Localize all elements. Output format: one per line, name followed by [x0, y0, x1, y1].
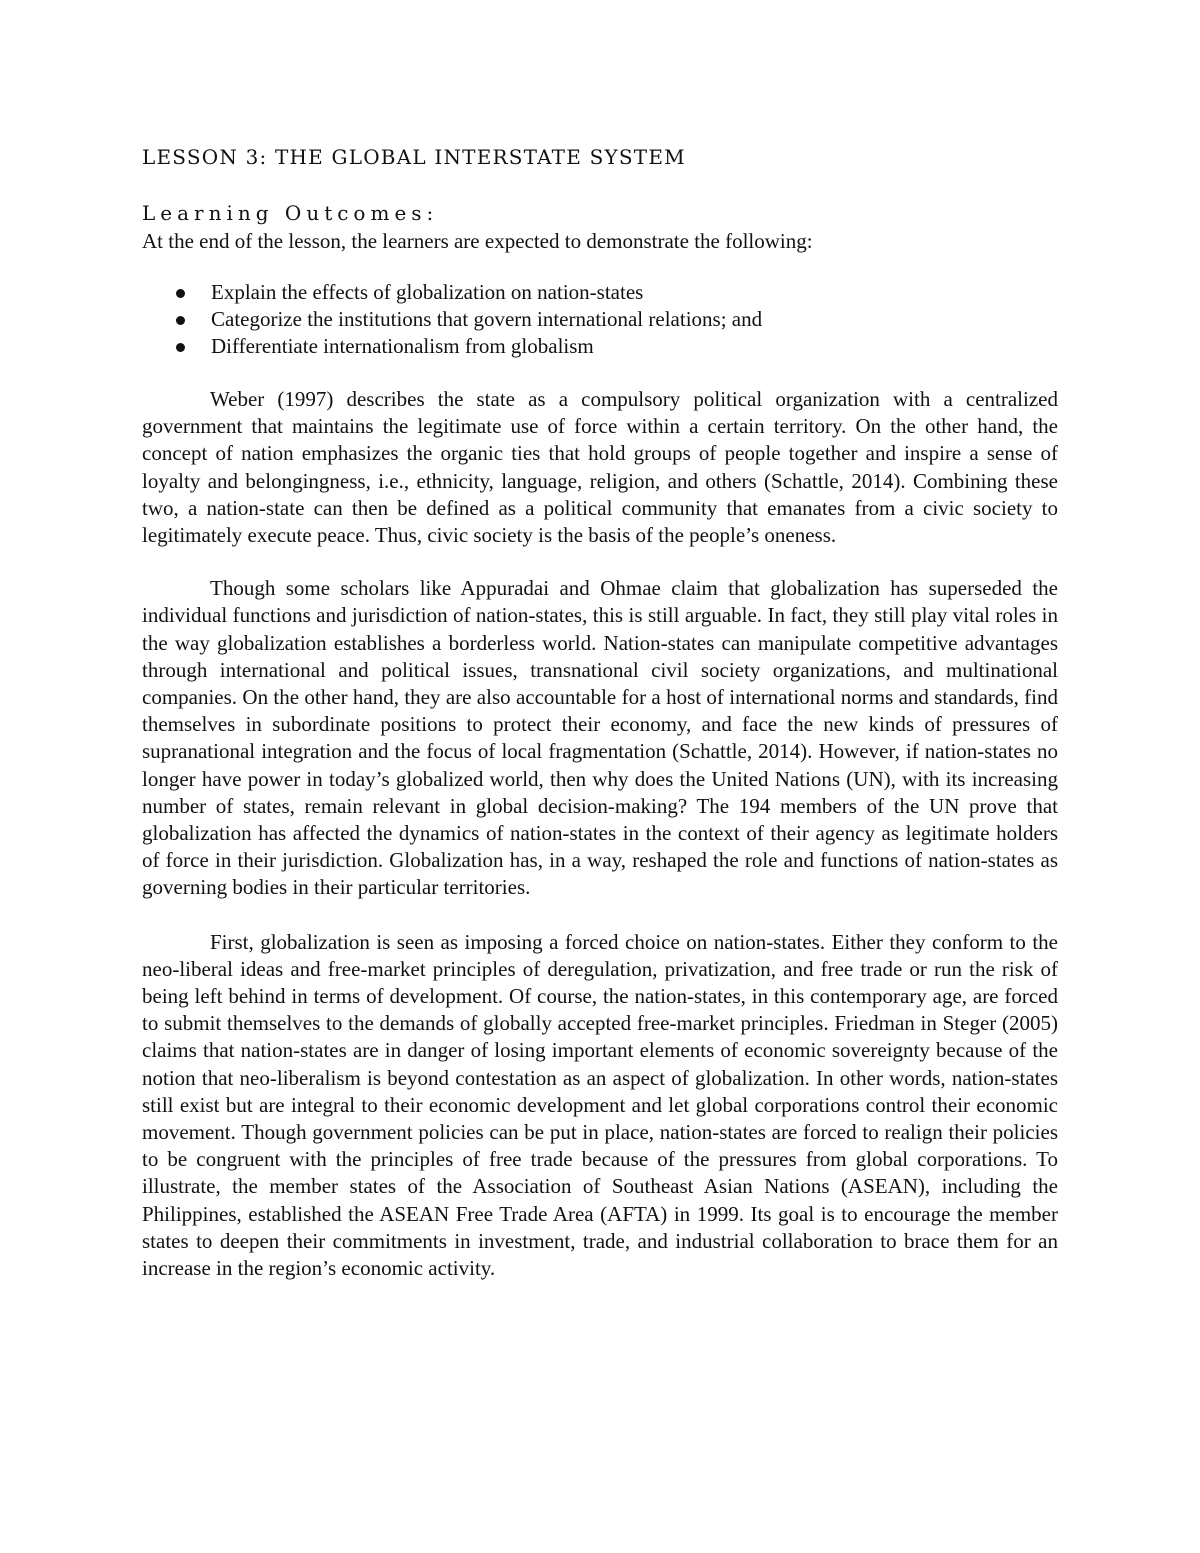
list-item — [142, 279, 1058, 306]
paragraph: Though some scholars like Appuradai and Ohmae claim that globalization has superseded the individual functions and jurisdiction of nation-states, this is still arguable. In fact, they still play vital roles in the way globalization establishes a borderless world. Nation-states can manipulate competitive advantages through international and political issues, transnational civil society organizations, and multinational companies. On the other hand, they are also accountable for a host of international norms and standards, find themselves in subordinate positions to protect their economy, and face the new kinds of pressures of supranational integration and the focus of local fragmentation (Schattle, 2014). However, if nation-states no longer have power in today’s globalized world, then why does the United Nations (UN), with its increasing number of states, remain relevant in global decision-making? The 194 members of the UN prove that globalization has affected the dynamics of nation-states in the context of their agency as legitimate holders of force in their jurisdiction. Globalization has, in a way, reshaped the role and functions of nation-states as governing bodies in their particular territories. — [142, 576, 1058, 900]
lesson-title: LESSON 3: THE GLOBAL INTERSTATE SYSTEM — [142, 145, 686, 169]
outcome-text: Differentiate internationalism from globalism — [211, 334, 594, 358]
list-item — [142, 333, 1058, 360]
bullet-icon — [176, 316, 185, 325]
outcomes-intro: At the end of the lesson, the learners are expected to demonstrate the following: — [142, 229, 813, 253]
bullet-icon — [176, 343, 185, 352]
bullet-icon — [176, 289, 185, 298]
list-item — [142, 306, 1058, 333]
paragraph: First, globalization is seen as imposing a forced choice on nation-states. Either they conform to the neo-liberal ideas and free-market principles of deregulation, privatization, and free trade or run the risk of being left behind in terms of development. Of course, the nation-states, in this contemporary age, are forced to submit themselves to the demands of globally accepted free-market principles. Friedman in Steger (2005) claims that nation-states are in danger of losing important elements of economic sovereignty because of the notion that neo-liberalism is beyond contestation as an aspect of globalization. In other words, nation-states still exist but are integral to their economic development and let global corporations control their economic movement. Though government policies can be put in place, nation-states are forced to realign their policies to be congruent with the principles of free trade because of the pressures from global corporations. To illustrate, the member states of the Association of Southeast Asian Nations (ASEAN), including the Philippines, established the ASEAN Free Trade Area (AFTA) in 1999. Its goal is to encourage the member states to deepen their commitments in investment, trade, and industrial collaboration to brace them for an increase in the region’s economic activity. — [142, 929, 1058, 1281]
paragraph: Weber (1997) describes the state as a compulsory political organization with a centralized government that maintains the legitimate use of force within a certain territory. On the other hand, the concept of nation emphasizes the organic ties that hold groups of people together and inspire a sense of loyalty and belongingness, i.e., ethnicity, language, religion, and others (Schattle, 2014). Combining these two, a nation-state can then be defined as a political community that emanates from a civic society to legitimately execute peace. Thus, civic society is the basis of the people’s oneness. — [142, 387, 1058, 548]
outcome-text: Explain the effects of globalization on nation-states — [211, 280, 644, 304]
outcomes-list — [142, 279, 1058, 360]
document-page — [142, 142, 1058, 1282]
learning-outcomes-heading: Learning Outcomes: — [142, 201, 439, 225]
outcome-text: Categorize the institutions that govern international relations; and — [211, 307, 763, 331]
